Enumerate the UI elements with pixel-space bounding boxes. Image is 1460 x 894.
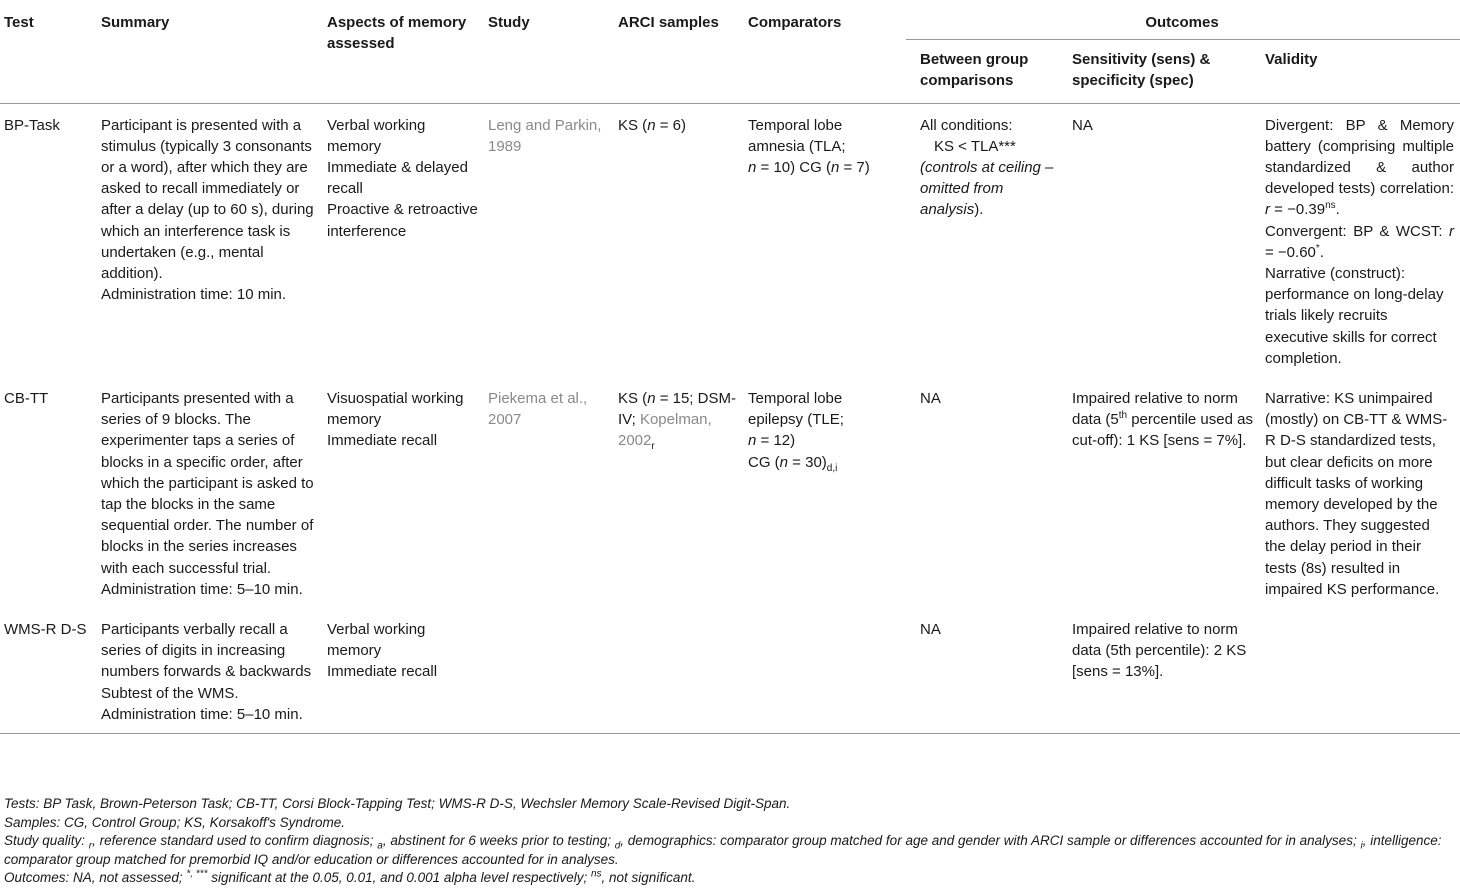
cell-arci-empty — [614, 608, 744, 734]
comparator-a: Temporal lobe amnesia (TLA; — [748, 116, 846, 155]
comparator-a: Temporal lobe epilepsy (TLE; — [748, 390, 844, 429]
footnote-quality — [4, 832, 1456, 869]
val-div-3: . — [1335, 201, 1340, 219]
cell-test: CB-TT — [4, 390, 49, 408]
val-div-2: = −0.39 — [1270, 201, 1326, 219]
cell-arci — [614, 103, 744, 377]
cell-comparators-empty — [744, 608, 906, 734]
val-conv-3: . — [1319, 243, 1324, 261]
aspect-item: Proactive & retroactive interference — [327, 201, 478, 240]
footnote-tests: Tests: BP Task, Brown-Peterson Task; CB-TT, Corsi Block-Tapping Test; WMS-R D-S, Wechsler Memory Scale-Revised Digit-Span. — [4, 796, 791, 811]
admin-time: Administration time: 5–10 min. — [101, 705, 303, 723]
val-conv-sup: * — [1315, 242, 1320, 254]
comp-n: n — [748, 432, 757, 450]
validity-divergent — [1265, 115, 1454, 221]
arci-pre: KS ( — [618, 116, 648, 134]
fo-star: *, *** — [186, 868, 208, 880]
table-row — [0, 377, 1460, 608]
cell-validity — [1261, 103, 1460, 377]
comp-c-post: = 30) — [788, 453, 827, 471]
cell-sens-spec: NA — [1072, 116, 1093, 134]
arci-post: = 6) — [655, 116, 686, 134]
cell-between: NA — [920, 390, 941, 408]
between-line: All conditions: — [920, 116, 1013, 134]
val-conv-2: = −0.60 — [1265, 243, 1316, 261]
sens-2: percentile used as cut-off): 1 KS [sens = 7%]. — [1072, 411, 1253, 450]
between-note — [920, 157, 1062, 221]
aspect-item: Verbal working memory — [327, 621, 426, 660]
arci-pre: KS ( — [618, 390, 648, 408]
fq-c: , abstinent for 6 weeks prior to testing; — [382, 833, 615, 849]
cell-summary — [97, 608, 323, 734]
fq-d: , demographics: comparator group matched for age and gender with ARCI sample or differences accounted for in analyses; — [620, 833, 1361, 849]
comp-c: = 7) — [839, 159, 870, 177]
aspect-item: Verbal working memory — [327, 116, 426, 155]
header-outcomes: Outcomes — [906, 0, 1460, 40]
comp-c-n: n — [779, 453, 789, 471]
cell-study-empty — [484, 608, 614, 734]
header-summary: Summary — [97, 0, 323, 103]
cell-between: NA — [920, 621, 941, 639]
comparator-b — [748, 157, 900, 178]
cell-summary — [97, 377, 323, 608]
cell-sens-spec — [1068, 377, 1261, 608]
sens-1: Impaired relative to norm data (5 — [1072, 390, 1238, 429]
fq-e: , intelligence: comparator group matched for premorbid IQ and/or education or differences accounted for in analyses. — [4, 833, 1442, 867]
footnote-samples: Samples: CG, Control Group; KS, Korsakoff's Syndrome. — [4, 814, 345, 830]
fq-sd: d — [614, 840, 621, 852]
cell-study-link[interactable]: Piekema et al., 2007 — [488, 390, 588, 429]
fq-si: i — [1360, 840, 1363, 852]
summary-text: Participants verbally recall a series of digits in increasing numbers forwards & backwards Subtest of the WMS. — [101, 621, 312, 702]
val-div-sup: ns — [1325, 200, 1336, 212]
validity-convergent — [1265, 221, 1454, 263]
fq-b: , reference standard used to confirm diagnosis; — [92, 833, 378, 849]
arci-n: n — [647, 116, 656, 134]
fq-r: r — [88, 840, 93, 852]
comp-n: n — [748, 159, 757, 177]
cell-validity-empty — [1261, 608, 1460, 734]
between-line: KS < TLA*** — [934, 137, 1016, 155]
cell-aspects — [323, 608, 484, 734]
fq-a: Study quality: — [4, 833, 89, 849]
between-end: ). — [974, 201, 984, 219]
comp-quality-sub: d,i — [826, 462, 838, 474]
val-conv-r: r — [1449, 222, 1455, 240]
comparator-b — [748, 430, 900, 451]
val-div-1: Divergent: BP & Memory battery (comprising multiple standardized & author developed tests) correlation: — [1265, 116, 1455, 198]
between-italic: (controls at ceiling – omitted from analysis — [920, 159, 1054, 219]
fq-sa: a — [377, 840, 383, 852]
arci-ref-link[interactable]: Kopelman, 2002 — [618, 411, 712, 450]
sens-sup: th — [1118, 410, 1128, 422]
cell-between — [906, 103, 1068, 377]
header-arci-samples: ARCI samples — [614, 0, 744, 103]
summary-text: Participants presented with a series of 9 blocks. The experimenter taps a series of blocks in a specific order, after which the participant is asked to tap the blocks in the same sequential order. The number of blocks in the series increases with each successful trial. — [101, 390, 314, 577]
aspect-item: Immediate & delayed recall — [327, 159, 468, 198]
aspect-item: Visuospatial working memory — [327, 390, 464, 429]
validity-narrative: Narrative (construct): performance on long-delay trials likely recruits executive skills for correct completion. — [1265, 265, 1444, 367]
fo-a: Outcomes: NA, not assessed; — [4, 870, 187, 886]
val-conv-1: Convergent: BP & WCST: — [1265, 222, 1450, 240]
fo-b: significant at the 0.05, 0.01, and 0.001 alpha level respectively; — [207, 870, 591, 886]
fo-ns: ns — [590, 868, 602, 880]
header-sens-spec: Sensitivity (sens) & specificity (spec) — [1068, 40, 1261, 103]
comp-b: = 12) — [756, 432, 796, 450]
val-r: r — [1265, 201, 1270, 219]
table-footnotes — [4, 795, 1456, 888]
summary-text: Participant is presented with a stimulus (typically 3 consonants or a word), after which they are asked to recall immediately or after a delay (up to 60 s), during which an interference task is undertaken (e.g., mental addition). — [101, 116, 314, 283]
cell-comparators — [744, 103, 906, 377]
cell-arci — [614, 377, 744, 608]
fo-c: , not significant. — [601, 870, 696, 886]
arci-quality-sub: r — [651, 441, 655, 453]
header-aspects: Aspects of memory assessed — [323, 0, 484, 103]
admin-time: Administration time: 5–10 min. — [101, 580, 303, 598]
aspect-item: Immediate recall — [327, 432, 438, 450]
cell-sens-spec: Impaired relative to norm data (5th percentile): 2 KS [sens = 13%]. — [1072, 621, 1247, 681]
comp-b: = 10) CG ( — [756, 159, 831, 177]
header-study: Study — [484, 0, 614, 103]
cell-validity: Narrative: KS unimpaired (mostly) on CB-TT & WMS-R D-S standardized tests, but clear deficits on more difficult tasks of working memory developed by the authors. They suggested the delay period in their tests (8s) resulted in impaired KS performance. — [1265, 390, 1448, 598]
comp-n2: n — [830, 159, 840, 177]
header-test: Test — [0, 0, 97, 103]
admin-time: Administration time: 10 min. — [101, 286, 287, 304]
header-validity: Validity — [1261, 40, 1460, 103]
comp-c-pre: CG ( — [748, 453, 780, 471]
cell-test: WMS-R D-S — [4, 621, 87, 639]
cell-test: BP-Task — [4, 116, 60, 134]
arci-post: = 15; DSM-IV; — [618, 390, 736, 429]
table-row — [0, 608, 1460, 734]
header-comparators: Comparators — [744, 0, 906, 103]
cell-comparators — [744, 377, 906, 608]
cell-aspects — [323, 103, 484, 377]
cell-study-link[interactable]: Leng and Parkin, 1989 — [488, 116, 602, 155]
table-row — [0, 103, 1460, 377]
cell-aspects — [323, 377, 484, 608]
header-between-group: Between group comparisons — [906, 40, 1068, 103]
aspect-item: Immediate recall — [327, 663, 438, 681]
arci-n: n — [647, 390, 656, 408]
footnote-outcomes — [4, 869, 1456, 888]
comparator-c — [748, 452, 900, 473]
cell-summary — [97, 103, 323, 377]
